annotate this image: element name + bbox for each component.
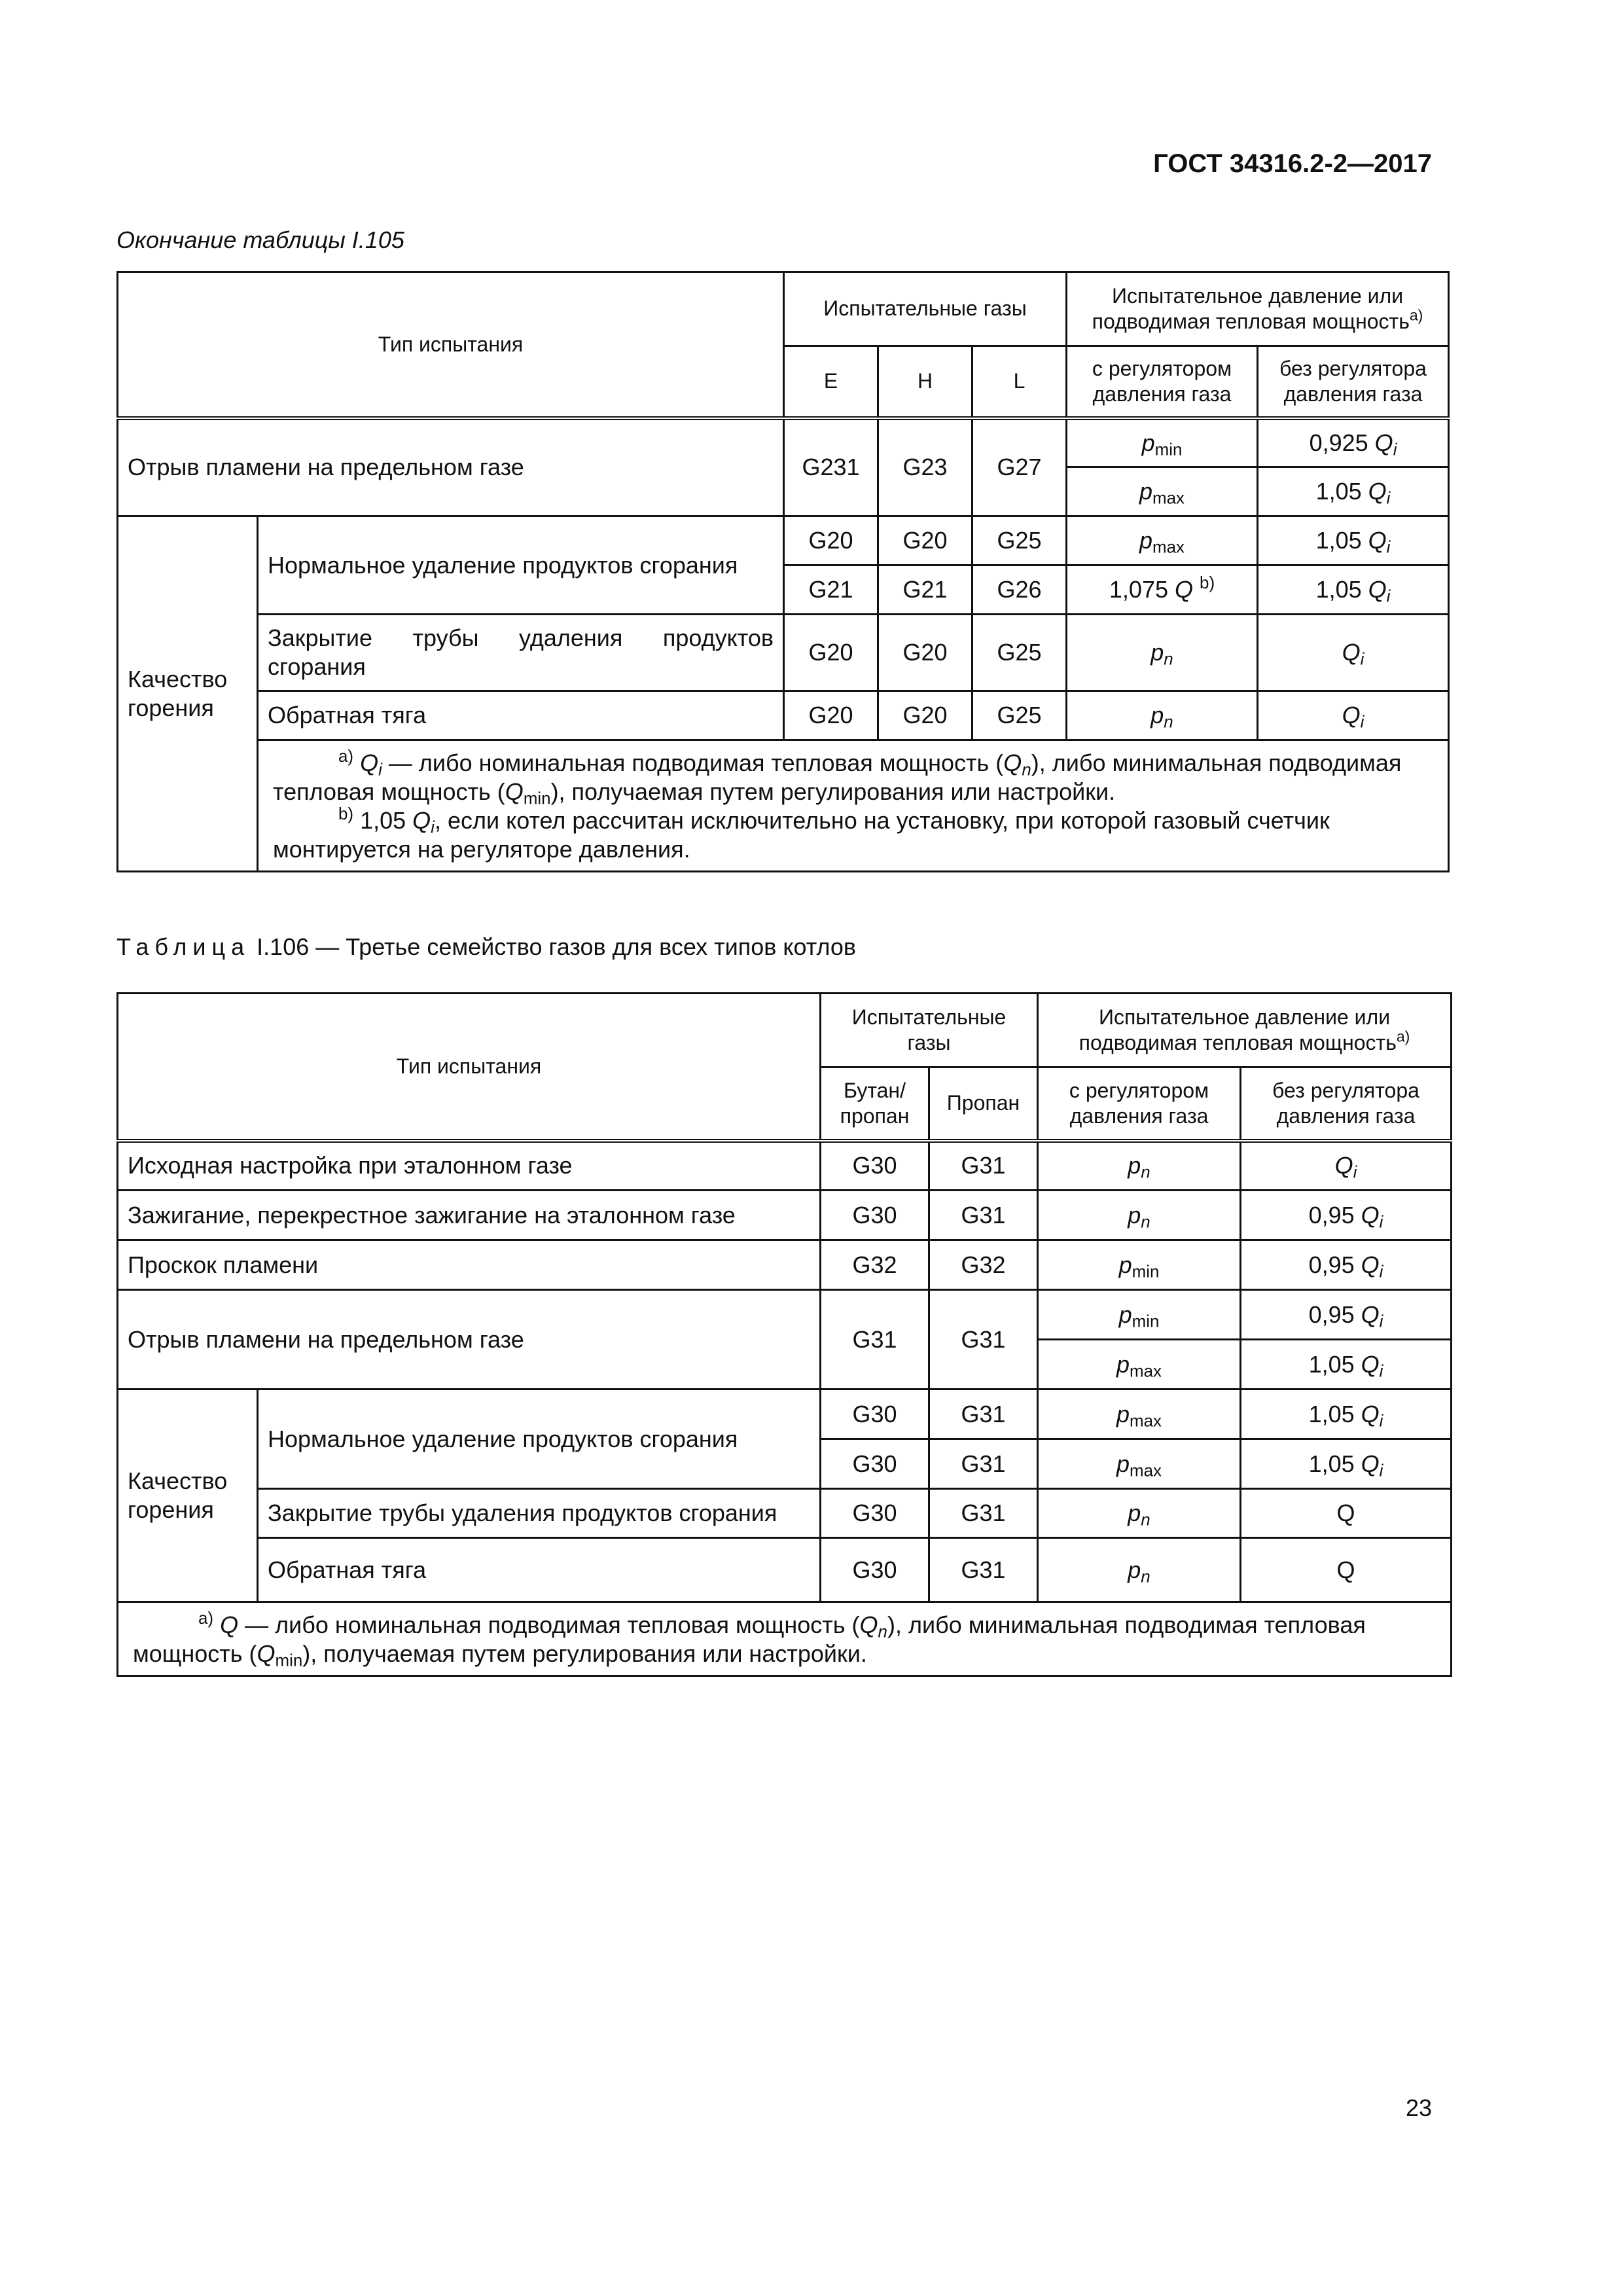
gas-e-value: G20	[784, 615, 878, 691]
row-label: Отрыв пламени на предельном газе	[118, 1290, 821, 1390]
row-label: Нормальное удаление продуктов сгорания	[258, 1390, 821, 1489]
row-label: Обратная тяга	[258, 691, 784, 740]
header-test-gases: Испытательные газы	[784, 272, 1067, 346]
without-regulator-value: $Q_i$	[1258, 691, 1449, 740]
document-code: ГОСТ 34316.2-2—2017	[1153, 149, 1432, 178]
without-regulator-value: 0,95 $Q_i$	[1241, 1240, 1452, 1290]
gas-h-value: G21	[878, 565, 972, 615]
with-regulator-value: $p_n$	[1038, 1191, 1241, 1240]
row-label: Исходная настройка при эталонном газе	[118, 1141, 821, 1191]
gas-2-value: G31	[929, 1290, 1038, 1390]
gas-1-value: G30	[821, 1538, 929, 1602]
without-regulator-value: 1,05 $Q_i$	[1241, 1390, 1452, 1439]
gas-h-value: G20	[878, 691, 972, 740]
gas-2-value: G31	[929, 1439, 1038, 1489]
table-row	[118, 691, 1449, 740]
without-regulator-value: 1,05 $Q_i$	[1258, 516, 1449, 565]
with-regulator-value: $p_{min}$	[1038, 1240, 1241, 1290]
header-test-type: Тип испытания	[118, 272, 784, 418]
row-label: Зажигание, перекрестное зажигание на эталонном газе	[118, 1191, 821, 1240]
table-row	[118, 1489, 1452, 1538]
footnote-b: $^{b)}$ 1,05 $Q_i$, если котел рассчитан исключительно на установку, при которой газовый счетчик монтируется на регуляторе давления.	[273, 804, 1330, 863]
header-gas-butane-propane: Бутан/ пропан	[821, 1067, 929, 1141]
gas-2-value: G31	[929, 1538, 1038, 1602]
without-regulator-value: 0,95 $Q_i$	[1241, 1290, 1452, 1340]
row-label: Закрытие трубы удаления продуктов сгорания	[258, 1489, 821, 1538]
header-with-regulator: с регулятором давления газа	[1067, 346, 1258, 418]
table-row	[118, 1538, 1452, 1602]
gas-1-value: G32	[821, 1240, 929, 1290]
with-regulator-value: $p_{max}$	[1067, 516, 1258, 565]
group-label: Качество горения	[118, 516, 258, 872]
row-label: Обратная тяга	[258, 1538, 821, 1602]
header-gas-h: H	[878, 346, 972, 418]
gas-2-value: G31	[929, 1141, 1038, 1191]
row-label: Проскок пламени	[118, 1240, 821, 1290]
header-pressure-text: Испытательное давление или подводимая тепловая мощность	[1092, 283, 1410, 333]
gas-1-value: G30	[821, 1191, 929, 1240]
gas-l-value: G25	[972, 691, 1067, 740]
without-regulator-value: 1,05 $Q_i$	[1241, 1340, 1452, 1390]
row-label: Отрыв пламени на предельном газе	[118, 418, 784, 516]
with-regulator-value: $p_{max}$	[1038, 1439, 1241, 1489]
header-gas-propane: Пропан	[929, 1067, 1038, 1141]
table-row	[118, 1290, 1452, 1340]
gas-e-value: G20	[784, 516, 878, 565]
with-regulator-value: $p_n$	[1038, 1141, 1241, 1191]
without-regulator-value: 1,05 $Q_i$	[1241, 1439, 1452, 1489]
gas-2-value: G32	[929, 1240, 1038, 1290]
with-regulator-value: $p_n$	[1067, 691, 1258, 740]
gas-1-value: G31	[821, 1290, 929, 1390]
with-regulator-value: $p_n$	[1038, 1538, 1241, 1602]
without-regulator-value: Q	[1241, 1489, 1452, 1538]
without-regulator-value: 1,05 $Q_i$	[1258, 565, 1449, 615]
gas-2-value: G31	[929, 1489, 1038, 1538]
gas-e-value: G20	[784, 691, 878, 740]
gas-l-value: G26	[972, 565, 1067, 615]
table-row	[118, 1141, 1452, 1191]
with-regulator-value: $p_{max}$	[1067, 467, 1258, 516]
with-regulator-value: $p_{max}$	[1038, 1340, 1241, 1390]
header-without-regulator: без регулятора давления газа	[1241, 1067, 1452, 1141]
gas-h-value: G23	[878, 418, 972, 516]
gas-e-value: G21	[784, 565, 878, 615]
header-pressure	[1067, 272, 1449, 346]
header-test-gases: Испытательные газы	[821, 994, 1038, 1067]
header-without-regulator: без регулятора давления газа	[1258, 346, 1449, 418]
footnote-mark: a)	[1409, 306, 1423, 324]
gas-2-value: G31	[929, 1390, 1038, 1439]
gas-h-value: G20	[878, 615, 972, 691]
with-regulator-value: 1,075 Q $^{b)}$	[1067, 565, 1258, 615]
header-gas-l: L	[972, 346, 1067, 418]
with-regulator-value: $p_{min}$	[1038, 1290, 1241, 1340]
page-number: 23	[1405, 2094, 1432, 2121]
table-row	[118, 615, 1449, 691]
table-notes	[118, 740, 1449, 872]
table-1-106	[116, 992, 1452, 1677]
table-row	[118, 1390, 1452, 1439]
without-regulator-value: Q	[1241, 1538, 1452, 1602]
without-regulator-value: 0,925 $Q_i$	[1258, 418, 1449, 467]
table-notes	[118, 1602, 1452, 1676]
gas-l-value: G25	[972, 516, 1067, 565]
table-1-105	[116, 271, 1450, 872]
gas-l-value: G27	[972, 418, 1067, 516]
footnotes	[258, 740, 1449, 872]
footnote-mark: a)	[1396, 1028, 1410, 1045]
gas-h-value: G20	[878, 516, 972, 565]
row-label: Нормальное удаление продуктов сгорания	[258, 516, 784, 615]
with-regulator-value: $p_n$	[1067, 615, 1258, 691]
footnotes	[118, 1602, 1452, 1676]
without-regulator-value: $Q_i$	[1241, 1141, 1452, 1191]
header-test-type: Тип испытания	[118, 994, 821, 1141]
table-row	[118, 418, 1449, 467]
gas-1-value: G30	[821, 1390, 929, 1439]
gas-2-value: G31	[929, 1191, 1038, 1240]
footnote-a: $^{a)}$ $Q_i$ — либо номинальная подводимая тепловая мощность $(Q_n)$, либо минимальная подводимая тепловая мощность $(Q_{min})$, получаемая путем регулирования или настройки.	[273, 747, 1402, 808]
header-pressure-text: Испытательное давление или подводимая тепловая мощность	[1079, 1005, 1397, 1054]
table-row	[118, 516, 1449, 565]
gas-e-value: G231	[784, 418, 878, 516]
group-label: Качество горения	[118, 1390, 258, 1602]
with-regulator-value: $p_n$	[1038, 1489, 1241, 1538]
footnote-a: $^{a)}$ Q — либо номинальная подводимая тепловая мощность $(Q_n)$, либо минимальная подводимая тепловая мощность $(Q_{min})$, получаемая путем регулирования или настройки.	[133, 1609, 1366, 1670]
header-pressure	[1038, 994, 1452, 1067]
with-regulator-value: $p_{min}$	[1067, 418, 1258, 467]
header-with-regulator: с регулятором давления газа	[1038, 1067, 1241, 1141]
without-regulator-value: 0,95 $Q_i$	[1241, 1191, 1452, 1240]
header-gas-e: E	[784, 346, 878, 418]
table-row	[118, 1240, 1452, 1290]
table1-caption: Окончание таблицы I.105	[116, 226, 404, 253]
gas-l-value: G25	[972, 615, 1067, 691]
row-label: Закрытие трубы удаления продуктов сгорания	[258, 615, 784, 691]
without-regulator-value: $Q_i$	[1258, 615, 1449, 691]
gas-1-value: G30	[821, 1489, 929, 1538]
without-regulator-value: 1,05 $Q_i$	[1258, 467, 1449, 516]
gas-1-value: G30	[821, 1141, 929, 1191]
table2-caption: Таблица I.106 — Третье семейство газов для всех типов котлов	[116, 933, 857, 960]
with-regulator-value: $p_{max}$	[1038, 1390, 1241, 1439]
table-row	[118, 1191, 1452, 1240]
gas-1-value: G30	[821, 1439, 929, 1489]
